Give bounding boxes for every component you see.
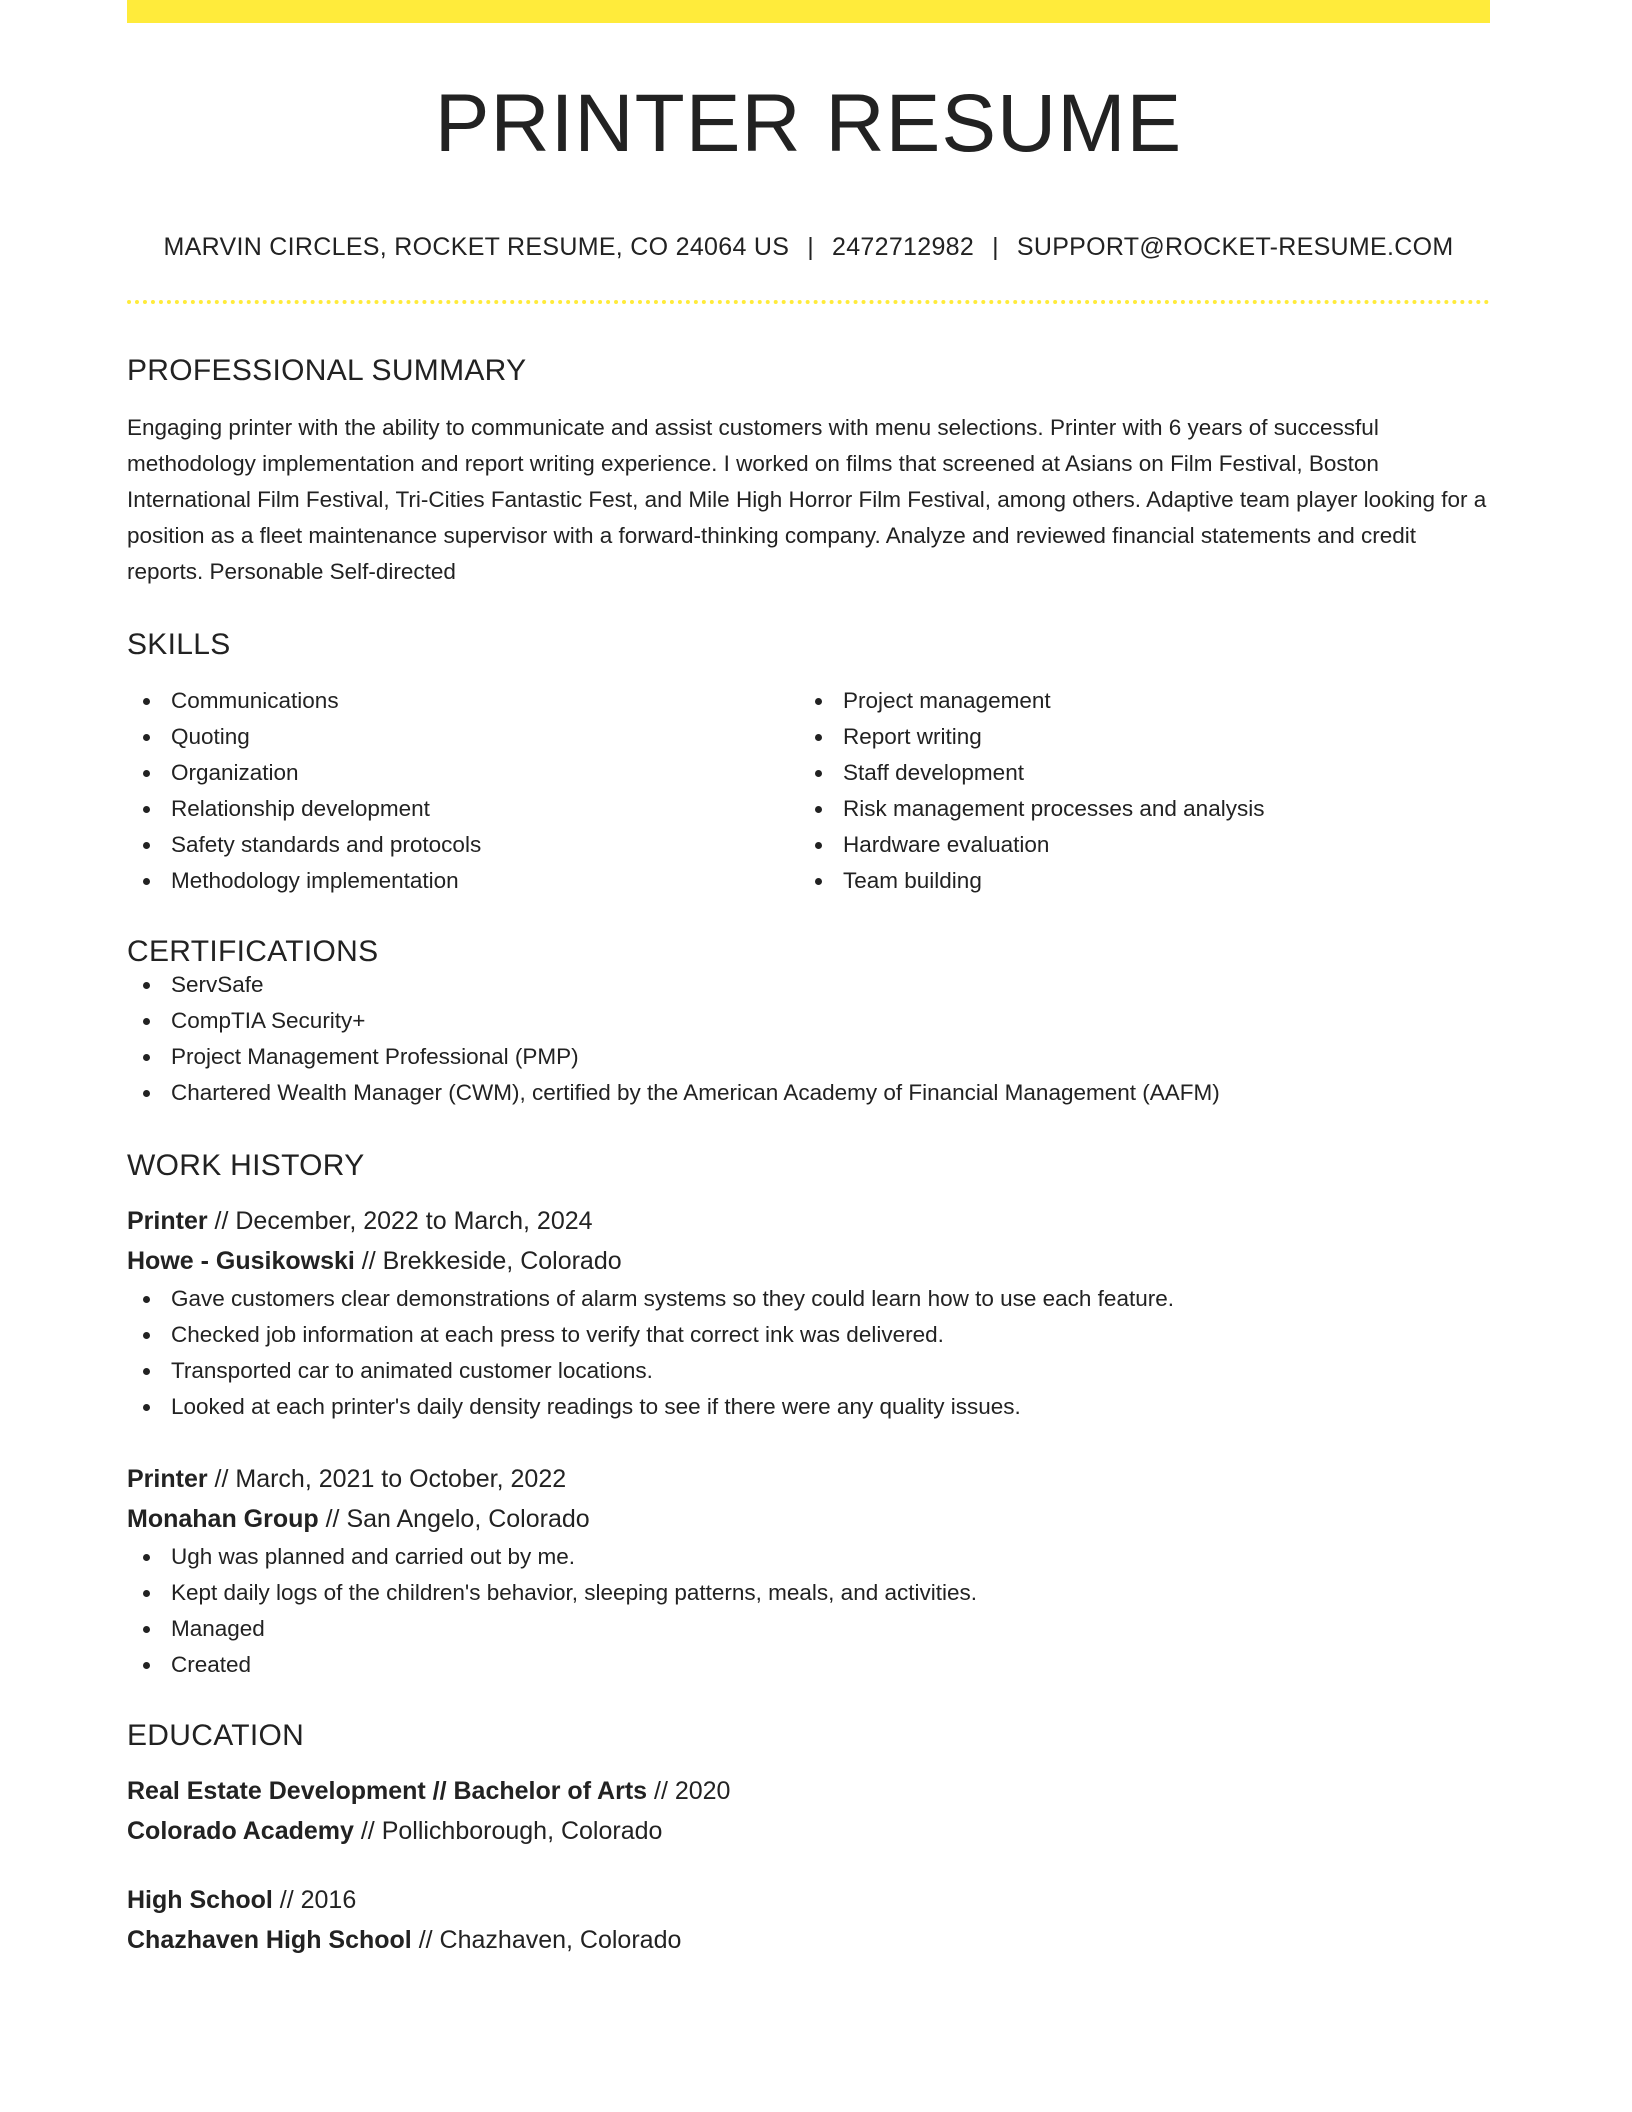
bullet-icon (143, 1404, 150, 1411)
job-duties-list (127, 1281, 1490, 1425)
job-duty (127, 1317, 1490, 1353)
summary-heading: PROFESSIONAL SUMMARY (127, 354, 527, 387)
job-location: // San Angelo, Colorado (318, 1505, 590, 1533)
bullet-icon (143, 1090, 150, 1097)
bullet-icon (143, 842, 150, 849)
bullet-icon (143, 1554, 150, 1561)
skill-label: Communications (171, 688, 339, 713)
certification-item (127, 1075, 1490, 1111)
summary-text: Engaging printer with the ability to communicate and assist customers with menu selections. Printer with 6 years of successful methodology implementation and report writing experience. I worked on films that screened at Asians on Film Festival, Boston International Film Festival, Tri-Cities Fantastic Fest, and Mile High Horror Film Festival, among others. Adaptive team player looking for a position as a fleet maintenance supervisor with a forward-thinking company. Analyze and reviewed financial statements and credit reports. Personable Self-directed (127, 415, 1487, 584)
job-title-line (127, 1459, 1490, 1499)
job-duty-text: Transported car to animated customer locations. (171, 1358, 653, 1383)
education-location: // Pollichborough, Colorado (353, 1817, 663, 1845)
education-year: // 2020 (647, 1777, 731, 1805)
job-dates: // March, 2021 to October, 2022 (207, 1465, 567, 1493)
education-heading: EDUCATION (127, 1719, 305, 1752)
certification-label: Chartered Wealth Manager (CWM), certified by the American Academy of Financial Management (AAFM) (171, 1080, 1220, 1105)
contact-separator: | (992, 233, 999, 261)
job-role: Printer (127, 1207, 208, 1235)
bullet-icon (143, 770, 150, 777)
skills-list-right (799, 683, 1471, 899)
bullet-icon (143, 698, 150, 705)
education-entry (127, 1771, 1490, 1851)
education-school-line (127, 1920, 1490, 1960)
certification-item (127, 1003, 1490, 1039)
certification-label: CompTIA Security+ (171, 1008, 366, 1033)
job-company: Monahan Group (127, 1505, 319, 1533)
resume-page (127, 0, 1490, 1960)
job-duty (127, 1647, 1490, 1683)
skill-label: Safety standards and protocols (171, 832, 482, 857)
resume-title: PRINTER RESUME (434, 78, 1183, 169)
job-duty-text: Ugh was planned and carried out by me. (171, 1544, 575, 1569)
certification-item (127, 1039, 1490, 1075)
education-degree: High School (127, 1886, 273, 1914)
education-degree: Real Estate Development // Bachelor of Arts (127, 1777, 648, 1805)
job-duty-text: Gave customers clear demonstrations of alarm systems so they could learn how to use each feature. (171, 1286, 1174, 1311)
bullet-icon (143, 878, 150, 885)
skills-heading: SKILLS (127, 628, 231, 661)
skill-label: Hardware evaluation (843, 832, 1050, 857)
job-entry (127, 1201, 1490, 1425)
job-duty (127, 1539, 1490, 1575)
job-duty (127, 1575, 1490, 1611)
skill-item (127, 827, 799, 863)
bullet-icon (143, 1332, 150, 1339)
job-company: Howe - Gusikowski (127, 1247, 355, 1275)
job-title-line (127, 1201, 1490, 1241)
job-duty-text: Kept daily logs of the children's behavior, sleeping patterns, meals, and activities. (171, 1580, 978, 1605)
bullet-icon (143, 1662, 150, 1669)
bullet-icon (143, 982, 150, 989)
skill-item (127, 791, 799, 827)
job-location: // Brekkeside, Colorado (354, 1247, 622, 1275)
bullet-icon (143, 1590, 150, 1597)
job-company-line (127, 1499, 1490, 1539)
education-degree-line (127, 1880, 1490, 1920)
skill-label: Organization (171, 760, 299, 785)
skills-list-left (127, 683, 799, 899)
job-duty-text: Checked job information at each press to verify that correct ink was delivered. (171, 1322, 944, 1347)
skills-column-left (127, 683, 799, 899)
skill-item (127, 719, 799, 755)
job-role: Printer (127, 1465, 208, 1493)
job-dates: // December, 2022 to March, 2024 (207, 1207, 593, 1235)
skill-label: Project management (843, 688, 1051, 713)
job-duty (127, 1353, 1490, 1389)
skill-item (799, 755, 1471, 791)
job-duties-list (127, 1539, 1490, 1683)
header-divider (127, 300, 1490, 304)
job-duty (127, 1281, 1490, 1317)
skill-item (127, 755, 799, 791)
skill-label: Report writing (843, 724, 982, 749)
job-duty-text: Looked at each printer's daily density readings to see if there were any quality issues. (171, 1394, 1021, 1419)
skill-label: Relationship development (171, 796, 430, 821)
contact-email: SUPPORT@ROCKET-RESUME.COM (1016, 233, 1454, 261)
certifications-list (127, 967, 1490, 1111)
bullet-icon (143, 806, 150, 813)
skill-item (799, 719, 1471, 755)
bullet-icon (143, 1368, 150, 1375)
skill-label: Methodology implementation (171, 868, 459, 893)
contact-line (127, 235, 1490, 260)
accent-bar (127, 0, 1490, 23)
skill-item (127, 863, 799, 899)
education-school: Colorado Academy (127, 1817, 354, 1845)
job-duty (127, 1611, 1490, 1647)
skill-item (799, 827, 1471, 863)
bullet-icon (815, 878, 822, 885)
certifications-heading: CERTIFICATIONS (127, 935, 379, 968)
skills-grid (127, 683, 1490, 899)
contact-phone: 2472712982 (832, 233, 975, 261)
bullet-icon (143, 1018, 150, 1025)
education-year: // 2016 (272, 1886, 357, 1914)
bullet-icon (815, 734, 822, 741)
education-location: // Chazhaven, Colorado (411, 1926, 682, 1954)
bullet-icon (143, 1296, 150, 1303)
job-duty-text: Managed (171, 1616, 265, 1641)
certification-item (127, 967, 1490, 1003)
bullet-icon (143, 1626, 150, 1633)
education-school-line (127, 1811, 1490, 1851)
skill-label: Team building (843, 868, 982, 893)
bullet-icon (815, 842, 822, 849)
bullet-icon (815, 698, 822, 705)
skill-item (799, 683, 1471, 719)
education-entry (127, 1880, 1490, 1960)
job-company-line (127, 1241, 1490, 1281)
certification-label: ServSafe (171, 972, 264, 997)
skill-label: Risk management processes and analysis (843, 796, 1265, 821)
job-duty (127, 1389, 1490, 1425)
bullet-icon (143, 1054, 150, 1061)
education-degree-line (127, 1771, 1490, 1811)
skill-item (127, 683, 799, 719)
skill-item (799, 791, 1471, 827)
bullet-icon (815, 770, 822, 777)
bullet-icon (815, 806, 822, 813)
contact-address: MARVIN CIRCLES, ROCKET RESUME, CO 24064 US (163, 233, 790, 261)
education-school: Chazhaven High School (127, 1926, 412, 1954)
skill-label: Quoting (171, 724, 250, 749)
skills-column-right (799, 683, 1471, 899)
job-duty-text: Created (171, 1652, 252, 1677)
job-entry (127, 1459, 1490, 1683)
skill-label: Staff development (843, 760, 1024, 785)
bullet-icon (143, 734, 150, 741)
skill-item (799, 863, 1471, 899)
work-history-heading: WORK HISTORY (127, 1149, 365, 1182)
certification-label: Project Management Professional (PMP) (171, 1044, 579, 1069)
contact-separator: | (807, 233, 815, 261)
